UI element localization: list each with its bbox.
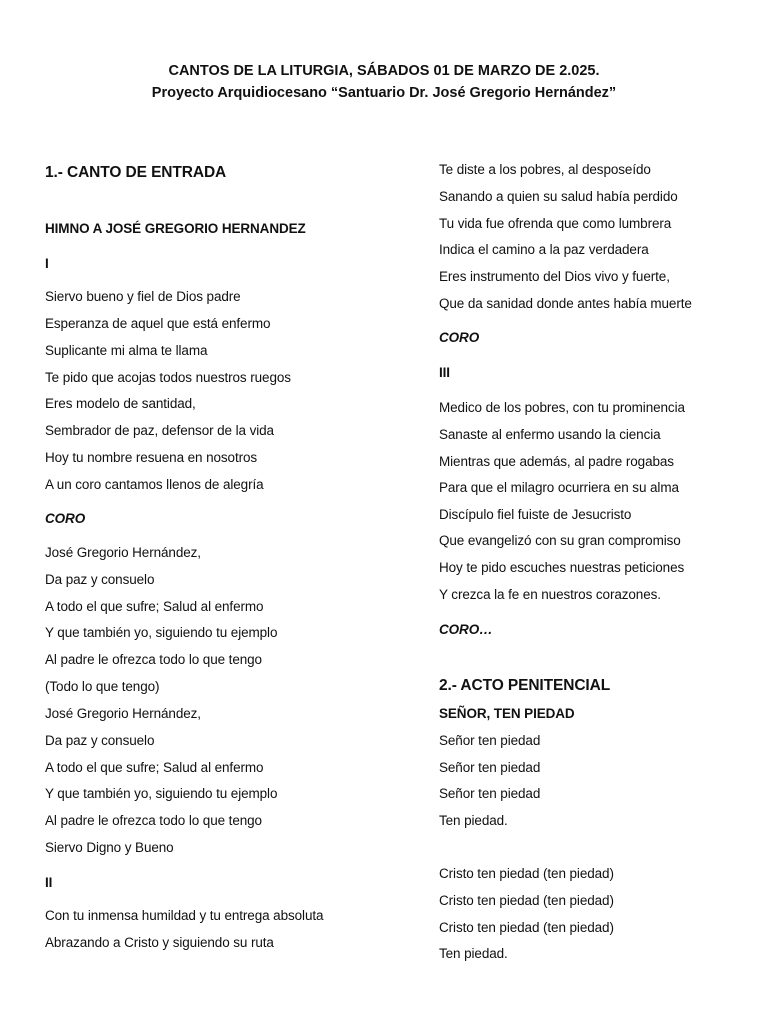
lyric-line: Eres modelo de santidad, [45, 396, 196, 411]
document-subtitle: Proyecto Arquidiocesano “Santuario Dr. José Gregorio Hernández” [151, 85, 617, 101]
chorus-label: CORO… [439, 622, 493, 637]
lyric-line: Al padre le ofrezca todo lo que tengo [45, 813, 262, 828]
chorus-label: CORO [45, 511, 86, 526]
lyric-line: Señor ten piedad [439, 760, 541, 775]
lyric-line: Sanaste al enfermo usando la ciencia [439, 427, 661, 442]
lyric-line: Medico de los pobres, con tu prominencia [439, 400, 685, 415]
verse-number: I [45, 256, 49, 271]
lyric-line: Esperanza de aquel que está enfermo [45, 316, 271, 331]
lyric-line: José Gregorio Hernández, [45, 545, 201, 560]
lyric-line: José Gregorio Hernández, [45, 706, 201, 721]
document-title: CANTOS DE LA LITURGIA, SÁBADOS 01 DE MARZO DE 2.025. [168, 63, 600, 79]
lyric-line: Que evangelizó con su gran compromiso [439, 533, 681, 548]
lyric-line: Cristo ten piedad (ten piedad) [439, 893, 614, 908]
lyric-line: Suplicante mi alma te llama [45, 343, 208, 358]
lyric-line: Señor ten piedad [439, 733, 541, 748]
song-title: HIMNO A JOSÉ GREGORIO HERNANDEZ [45, 221, 306, 236]
lyric-line: Siervo Digno y Bueno [45, 840, 174, 855]
lyric-line: Cristo ten piedad (ten piedad) [439, 866, 614, 881]
verse-number: III [439, 365, 450, 380]
lyric-line: Te pido que acojas todos nuestros ruegos [45, 370, 291, 385]
lyric-line: Para que el milagro ocurriera en su alma [439, 480, 679, 495]
section-heading: 1.- CANTO DE ENTRADA [45, 164, 227, 181]
lyric-line: Y que también yo, siguiendo tu ejemplo [45, 786, 278, 801]
verse-number: II [45, 875, 53, 890]
lyric-line: Con tu inmensa humildad y tu entrega absoluta [45, 908, 324, 923]
lyric-line: Da paz y consuelo [45, 733, 155, 748]
song-title: SEÑOR, TEN PIEDAD [439, 706, 575, 721]
lyric-line: Hoy tu nombre resuena en nosotros [45, 450, 258, 465]
lyric-line: Y crezca la fe en nuestros corazones. [439, 587, 661, 602]
document-header [0, 60, 768, 104]
lyric-line: Eres instrumento del Dios vivo y fuerte, [439, 269, 670, 284]
lyric-line: Da paz y consuelo [45, 572, 155, 587]
chorus-label: CORO [439, 330, 480, 345]
lyric-line: Cristo ten piedad (ten piedad) [439, 920, 614, 935]
lyric-line: Señor ten piedad [439, 786, 541, 801]
lyric-line: Te diste a los pobres, al desposeído [439, 162, 651, 177]
lyric-line: Siervo bueno y fiel de Dios padre [45, 289, 241, 304]
lyric-line: Sanando a quien su salud había perdido [439, 189, 678, 204]
lyric-line: A un coro cantamos llenos de alegría [45, 477, 264, 492]
lyric-line: Sembrador de paz, defensor de la vida [45, 423, 274, 438]
lyric-line: Discípulo fiel fuiste de Jesucristo [439, 507, 632, 522]
lyric-line: Tu vida fue ofrenda que como lumbrera [439, 216, 672, 231]
lyric-line: (Todo lo que tengo) [45, 679, 160, 694]
lyric-line: Ten piedad. [439, 813, 508, 828]
lyric-line: Abrazando a Cristo y siguiendo su ruta [45, 935, 274, 950]
lyric-line: A todo el que sufre; Salud al enfermo [45, 599, 264, 614]
lyric-line: Mientras que además, al padre rogabas [439, 454, 674, 469]
section-heading: 2.- ACTO PENITENCIAL [439, 677, 611, 694]
lyric-line: Indica el camino a la paz verdadera [439, 242, 649, 257]
lyric-line: Que da sanidad donde antes había muerte [439, 296, 692, 311]
lyric-line: Ten piedad. [439, 946, 508, 961]
lyric-line: Hoy te pido escuches nuestras peticiones [439, 560, 685, 575]
lyric-line: Al padre le ofrezca todo lo que tengo [45, 652, 262, 667]
lyric-line: A todo el que sufre; Salud al enfermo [45, 760, 264, 775]
lyric-line: Y que también yo, siguiendo tu ejemplo [45, 625, 278, 640]
